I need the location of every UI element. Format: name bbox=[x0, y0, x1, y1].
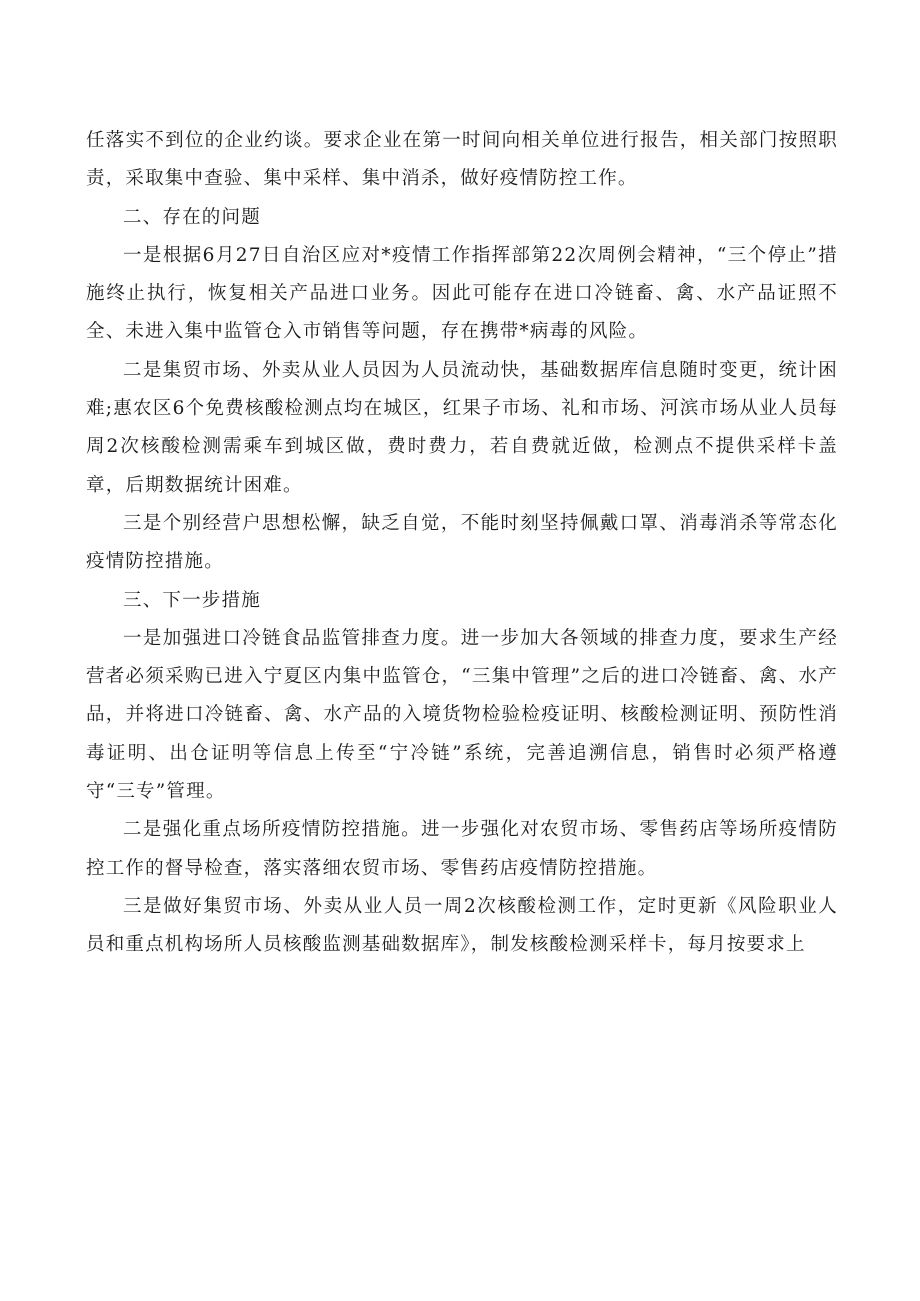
paragraph-continuation: 任落实不到位的企业约谈。要求企业在第一时间向相关单位进行报告，相关部门按照职责，采取集中查验、集中采样、集中消杀，做好疫情防控工作。 bbox=[86, 130, 838, 190]
paragraph-measure-2: 二是强化重点场所疫情防控措施。进一步强化对农贸市场、零售药店等场所疫情防控工作的督导检查，落实落细农贸市场、零售药店疫情防控措施。 bbox=[86, 819, 838, 879]
paragraph-problem-1: 一是根据6月27日自治区应对*疫情工作指挥部第22次周例会精神，“三个停止”措施终止执行，恢复相关产品进口业务。因此可能存在进口冷链畜、禽、水产品证照不全、未进入集中监管仓入市销售等问题，存在携带*病毒的风险。 bbox=[86, 244, 838, 343]
paragraph-measure-3: 三是做好集贸市场、外卖从业人员一周2次核酸检测工作，定时更新《风险职业人员和重点机构场所人员核酸监测基础数据库》，制发核酸检测采样卡，每月按要求上 bbox=[86, 895, 838, 956]
paragraph-problem-2: 二是集贸市场、外卖从业人员因为人员流动快，基础数据库信息随时变更，统计困难;惠农区6个免费核酸检测点均在城区，红果子市场、礼和市场、河滨市场从业人员每周2次核酸检测需乘车到城区做，费时费力，若自费就近做，检测点不提供采样卡盖章，后期数据统计困难。 bbox=[86, 359, 838, 496]
paragraph-measure-1: 一是加强进口冷链食品监管排查力度。进一步加大各领域的排查力度，要求生产经营者必须采购已进入宁夏区内集中监管仓，“三集中管理”之后的进口冷链畜、禽、水产品，并将进口冷链畜、禽、水产品的入境货物检验检疫证明、核酸检测证明、预防性消毒证明、出仓证明等信息上传至“宁冷链”系统，完善追溯信息，销售时必须严格遵守“三专”管理。 bbox=[86, 627, 838, 803]
section-heading-next-steps: 三、下一步措施 bbox=[123, 589, 261, 611]
section-heading-problems: 二、存在的问题 bbox=[123, 206, 261, 228]
paragraph-problem-3: 三是个别经营户思想松懈，缺乏自觉，不能时刻坚持佩戴口罩、消毒消杀等常态化疫情防控措施。 bbox=[86, 512, 838, 573]
document-body bbox=[86, 122, 838, 965]
